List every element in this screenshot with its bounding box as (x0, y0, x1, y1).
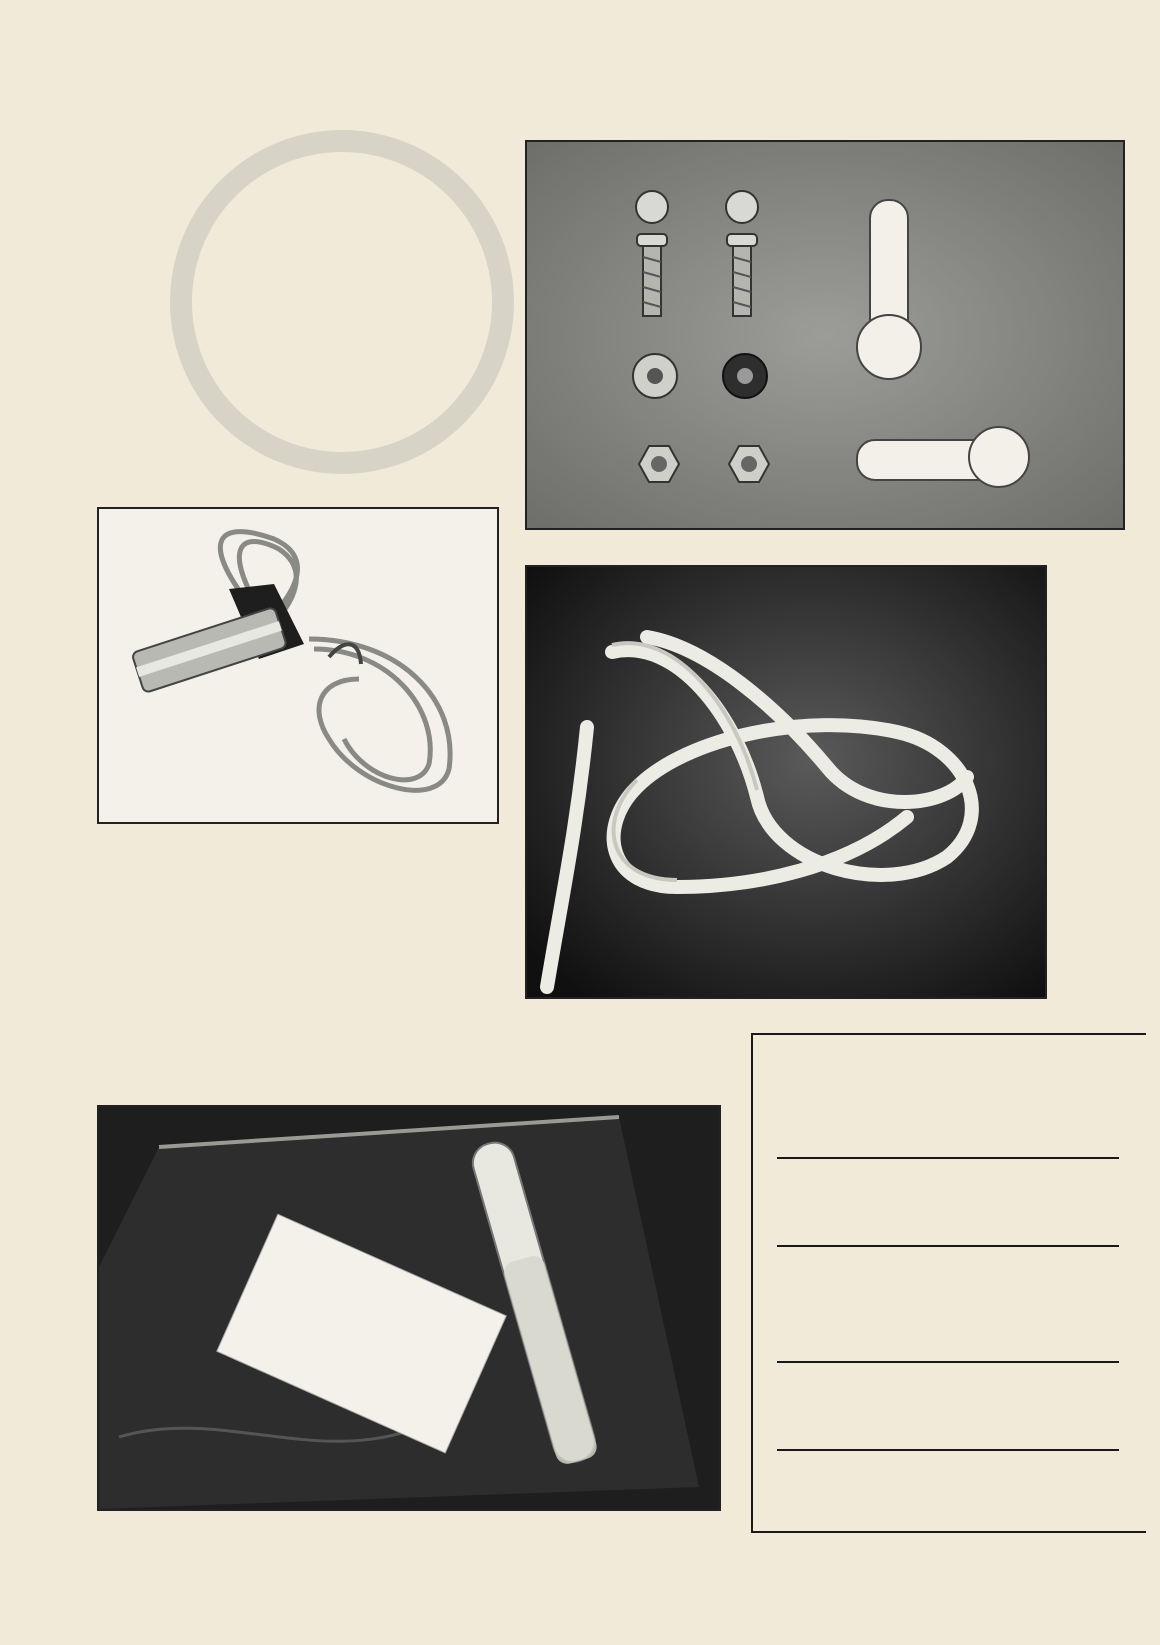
caption-box (751, 1033, 1146, 1533)
silicone-tubing-image (527, 567, 1045, 997)
photo-1-clevises (525, 140, 1125, 530)
caption-divider (777, 1449, 1119, 1451)
drastic-package-image (99, 1107, 719, 1509)
plug-clip-image (99, 509, 497, 822)
caption-item-4 (777, 1373, 1115, 1375)
caption-divider (777, 1245, 1119, 1247)
caption-item-3 (777, 1257, 1115, 1259)
photo-4-drastic-package (97, 1105, 721, 1511)
news-logo (20, 95, 490, 435)
caption-item-2 (777, 1169, 1115, 1171)
caption-divider (777, 1361, 1119, 1363)
photo-2-plug-clip (97, 507, 499, 824)
clevis-ball-joint-image (527, 142, 1123, 528)
photo-3-silicone-tubing (525, 565, 1047, 999)
caption-item-1 (777, 1058, 1115, 1060)
caption-divider (777, 1157, 1119, 1159)
caption-item-5 (777, 1461, 1115, 1463)
